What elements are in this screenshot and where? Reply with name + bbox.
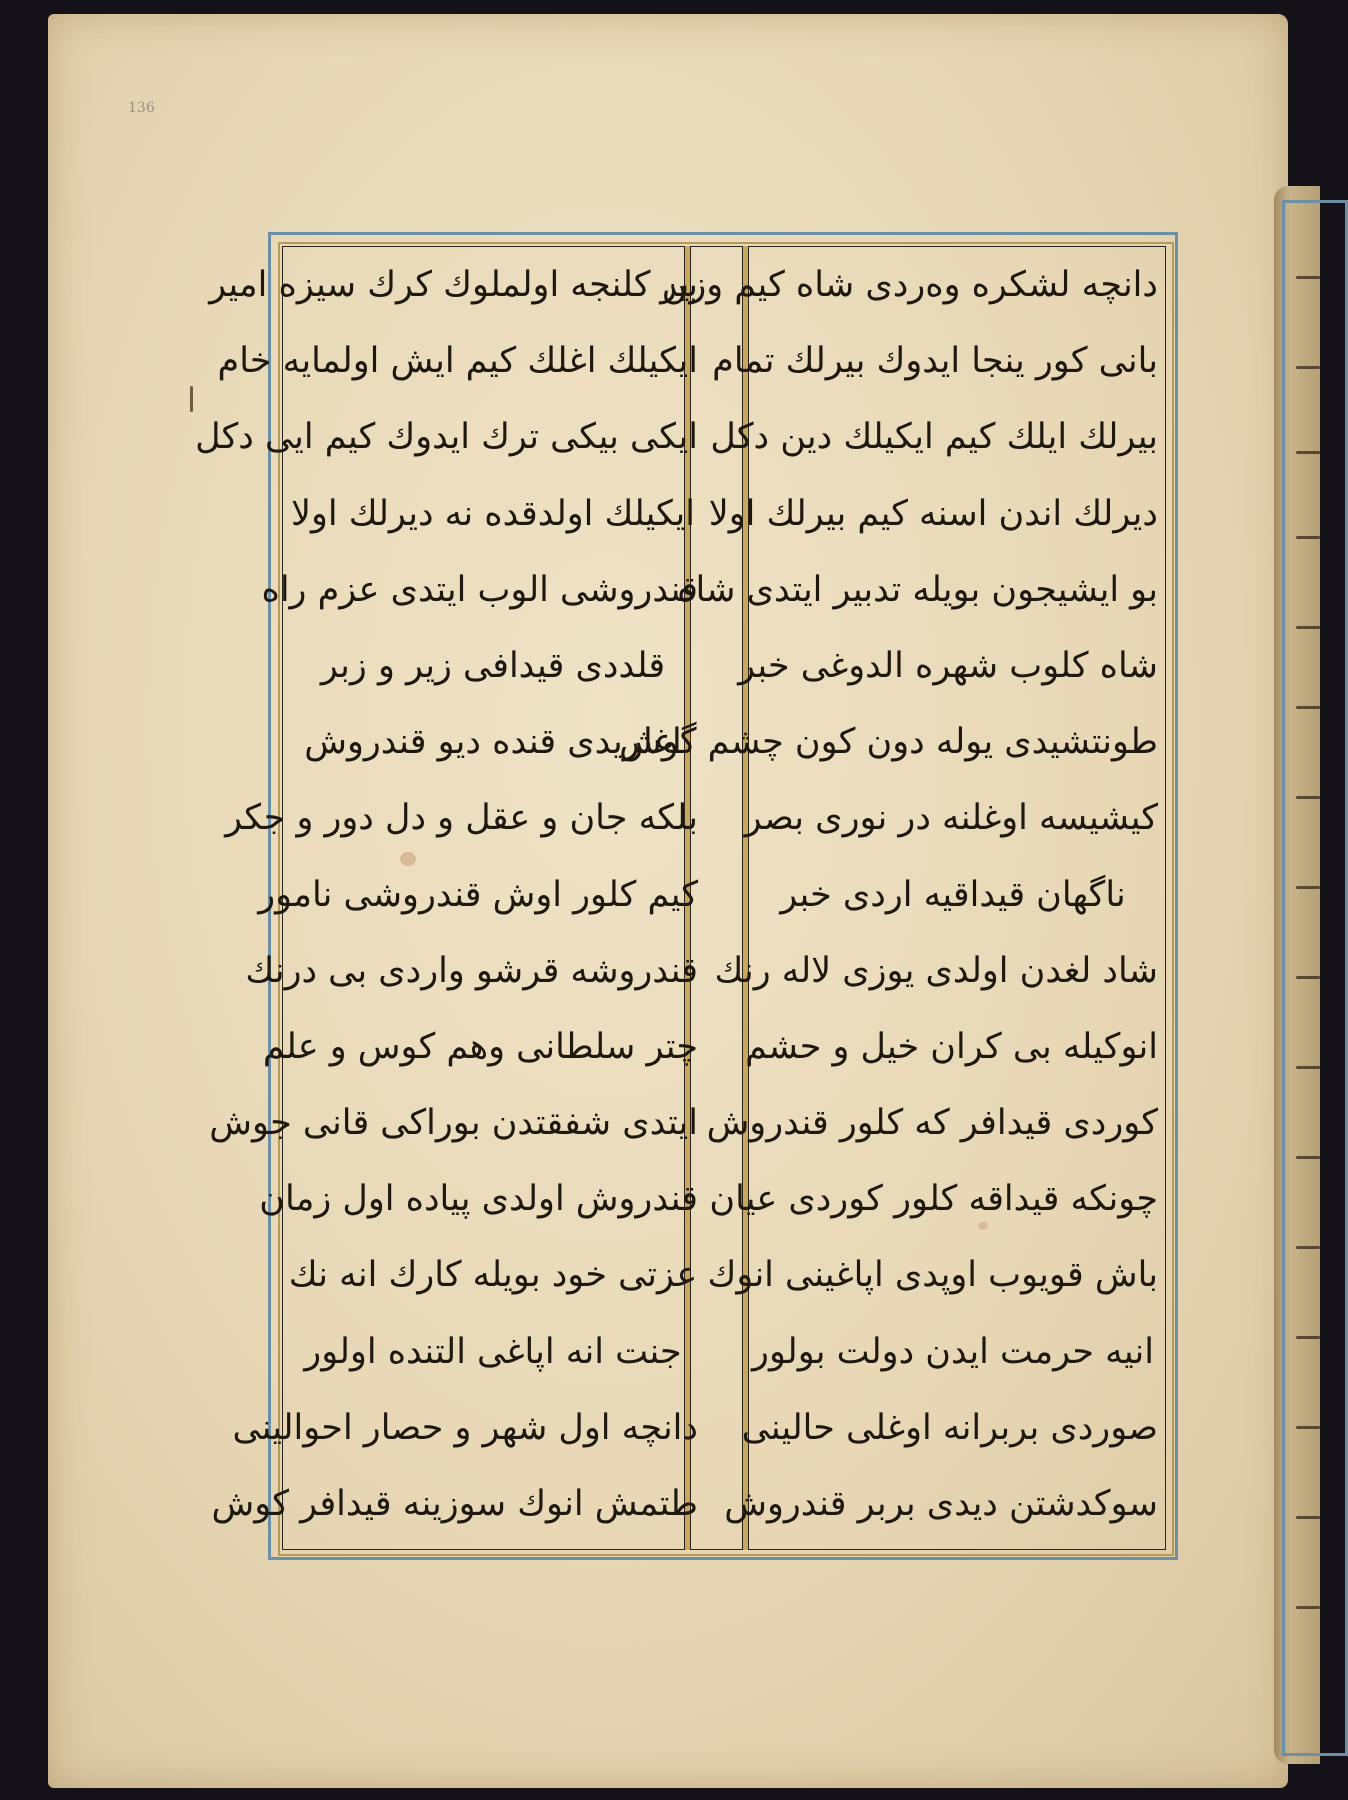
adjacent-folio-script xyxy=(1296,976,1320,979)
adjacent-folio-script xyxy=(1296,1426,1320,1429)
verse-line: چتر سلطانی وهم کوس و علم xyxy=(262,1026,698,1067)
verse-line: دانچه لشکره وه‌ردی شاه کیم وزیر xyxy=(660,265,1158,305)
verse-line: اغلریدی قنده دیو قندروش xyxy=(304,722,682,763)
left-verse-column xyxy=(195,250,698,1540)
folio-number: 136 xyxy=(128,100,155,116)
adjacent-folio-script xyxy=(1296,706,1320,709)
adjacent-folio-script xyxy=(1296,1516,1320,1519)
verse-line: شاد لغدن اولدی یوزی لاله رنك xyxy=(714,950,1158,991)
verse-line: عزتی خود بویله کارك انه نك xyxy=(288,1255,698,1296)
verse-line: جنت انه اپاغی التنده اولور xyxy=(304,1331,682,1372)
verse-line: قندروشی الوب ایتدی عزم راه xyxy=(261,569,698,610)
verse-line: کیشیسه اوغلنه در نوری بصر xyxy=(744,798,1158,839)
verse-line: قلددی قیدافی زیر و زبر xyxy=(320,645,666,686)
verse-line: قندروشه قرشو واردی بی درنك xyxy=(245,950,698,991)
adjacent-folio-script xyxy=(1296,276,1320,279)
adjacent-folio-edge xyxy=(1274,186,1320,1764)
verse-line: طونتشیدی یوله دون کون چشم گوش xyxy=(619,722,1158,763)
verse-line: انوکیله بی کران خیل و حشم xyxy=(745,1026,1158,1067)
verse-line: بانی کور ینجا ایدوك بیرلك تمام xyxy=(712,341,1158,382)
adjacent-folio-script xyxy=(1296,1066,1320,1069)
adjacent-folio-script xyxy=(1296,1336,1320,1339)
verse-line: ایکی بیکی ترك ایدوك کیم ایی دکل xyxy=(195,417,698,458)
verse-line: کیم کلور اوش قندروشی نامور xyxy=(258,874,698,915)
verse-line: بو ایشیجون بویله تدبیر ایتدی شاه xyxy=(677,569,1158,610)
verse-line: قندروش اولدی پیاده اول زمان xyxy=(259,1179,698,1220)
verse-line: ایکیلك اغلك کیم ایش اولمایه خام xyxy=(217,341,698,382)
adjacent-folio-script xyxy=(1296,886,1320,889)
verse-line: دیرلك اندن اسنه کیم بیرلك اولا xyxy=(708,493,1158,534)
verse-line: کوردی قیدافر که کلور قندروش xyxy=(706,1103,1158,1144)
verse-line: صوردی بربرانه اوغلی حالینی xyxy=(741,1407,1158,1448)
verse-line: انیه حرمت ایدن دولت بولور xyxy=(752,1331,1154,1372)
adjacent-folio-script xyxy=(1296,451,1320,454)
verse-line: بیرلك ایلك کیم ایکیلك دین دکل xyxy=(710,417,1158,458)
adjacent-folio-script xyxy=(1296,366,1320,369)
verse-line: ایتدی شفقتدن بوراکی قانی جوش xyxy=(209,1103,698,1144)
verse-line: ایکیلك اولدقده نه دیرلك اولا xyxy=(291,493,695,534)
adjacent-folio-script xyxy=(1296,536,1320,539)
verse-line: بلکه جان و عقل و دل دور و جکر xyxy=(225,798,698,839)
verse-line: شاه کلوب شهره الدوغی خبر xyxy=(738,645,1158,686)
verse-line: سوکدشتن دیدی بربر قندروش xyxy=(724,1484,1158,1524)
adjacent-folio-script xyxy=(1296,1156,1320,1159)
verse-line: باش قویوب اوپدی اپاغینی انوك xyxy=(707,1255,1158,1296)
adjacent-folio-script xyxy=(1296,626,1320,629)
adjacent-folio-script xyxy=(1296,796,1320,799)
adjacent-folio-script xyxy=(1296,1246,1320,1249)
verse-line: چونکه قیداقه کلور کوردی عیان xyxy=(709,1179,1158,1220)
verse-line: بن کلنجه اولملوك کرك سیزه امیر xyxy=(209,265,698,305)
verse-line: طتمش انوك سوزینه قیدافر کوش xyxy=(211,1484,698,1524)
verse-line: دانچه اول شهر و حصار احوالینی xyxy=(232,1407,698,1448)
paper-stain xyxy=(190,386,193,412)
verse-line: ناگهان قیداقیه اردی خبر xyxy=(780,874,1126,915)
adjacent-folio-script xyxy=(1296,1606,1320,1609)
right-verse-column xyxy=(619,250,1158,1540)
